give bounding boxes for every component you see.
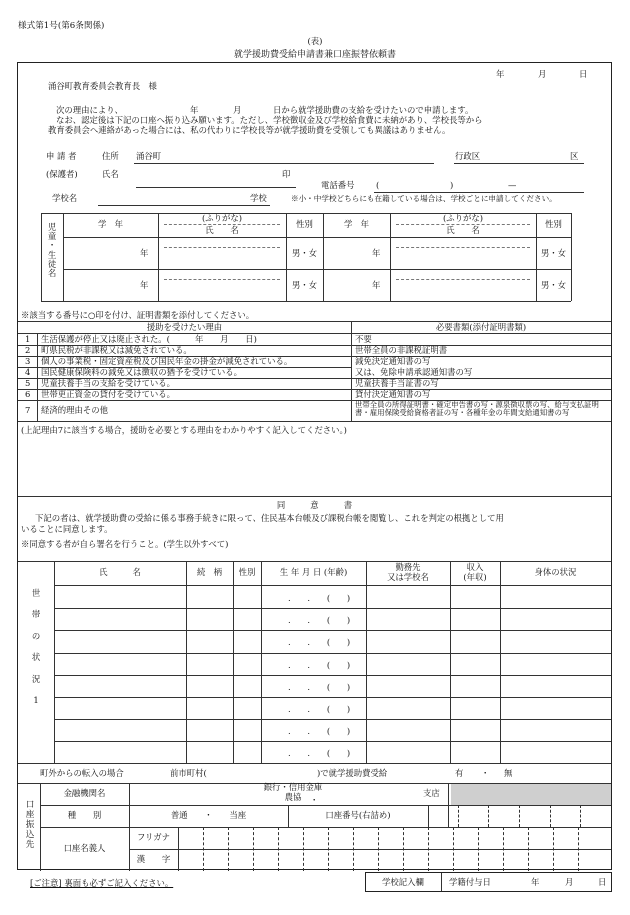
hh-col	[233, 561, 234, 763]
reason-text: 生活保護が停止又は廃止された。( 年 月 日)	[41, 334, 257, 344]
footer-note: [ご注意] 裏面も必ずご記入ください。	[30, 878, 174, 888]
hh-col-relation: 続 柄	[196, 567, 223, 577]
intro-line2: なお、認定後は下記の口座へ振り込み願います。ただし、学校徴収金及び学校給食費に未納があり、学校長等から	[56, 115, 483, 125]
form-title: 就学援助費受給申請書兼口座振替依頼書	[233, 50, 396, 60]
hh-birth[interactable]: . . ( )	[288, 660, 351, 670]
students-left	[41, 213, 42, 301]
hh-col-name: 氏 名	[99, 567, 141, 577]
consent-body2: いることに同意します。	[21, 524, 113, 534]
hh-birth[interactable]: . . ( )	[288, 637, 351, 647]
intro-line1-month: 月	[233, 105, 242, 115]
holder-grid	[453, 827, 454, 871]
reason-no[interactable]: 7	[25, 405, 31, 415]
date-day[interactable]: 日	[579, 69, 588, 79]
consent-body1: 下記の者は、就学援助費の受給に係る事務手続きに限って、住民基本台帳及び課税台帳を閲覧し、これを判定の根拠として用	[35, 513, 504, 523]
col-furigana: (ふりがな)	[201, 213, 243, 223]
transfer-yes[interactable]: 有	[455, 768, 464, 778]
hh-row	[54, 653, 611, 654]
bank-shaded-area	[451, 784, 611, 805]
reason-doc: 貸付決定通知書の写	[355, 389, 431, 399]
reasons-doc-col	[351, 321, 352, 421]
students-right	[571, 213, 572, 301]
reason-no[interactable]: 4	[25, 367, 31, 377]
holder-grid	[328, 827, 329, 871]
transfer-label: 町外からの転入の場合	[40, 768, 124, 778]
student-grade-suffix: 年	[372, 248, 381, 258]
seal-mark: 印	[282, 169, 291, 179]
reasons-no-col	[37, 333, 38, 421]
hh-birth[interactable]: . . ( )	[288, 593, 351, 603]
students-side-label: 児 童 ・ 生 徒 名	[47, 222, 57, 279]
household-top	[18, 561, 611, 562]
students-row1	[63, 237, 571, 238]
reason-no[interactable]: 2	[25, 345, 31, 355]
hh-birth[interactable]: . . ( )	[288, 726, 351, 736]
reason-doc: 世帯全員の所得証明書・確定申告書の写・源泉徴収票の写、給与支払証明書・雇用保険受給資格者証の写・各種年金の年間支給通知書の写	[355, 400, 599, 417]
hh-row	[54, 585, 611, 586]
transfer-sep: ・	[481, 768, 490, 778]
district-suffix: 区	[570, 151, 579, 161]
bank-institution-label: 金融機関名	[63, 788, 106, 798]
col-furigana-2: (ふりがな)	[442, 213, 484, 223]
hh-row	[54, 697, 611, 698]
bank-row	[40, 805, 611, 806]
hh-row	[54, 741, 611, 742]
address-label: 住所	[102, 151, 119, 161]
district-label: 行政区	[455, 151, 481, 161]
col-grade: 学 年	[97, 219, 124, 229]
holder-grid	[553, 827, 554, 871]
hh-col-health: 身体の状況	[534, 567, 577, 577]
student-gender[interactable]: 男・女	[540, 280, 567, 290]
bank-row	[40, 827, 611, 828]
hh-row	[54, 608, 611, 609]
reason-text: 個人の事業税・固定資産税及び国民年金の掛金が減免されている。	[41, 356, 293, 366]
reasons-header: 援助を受けたい理由	[146, 322, 223, 332]
reason-text: 国民健康保険料の減免又は徴収の猶予を受けている。	[41, 367, 242, 377]
hh-col	[450, 561, 451, 763]
bank-furigana-label: フリガナ	[136, 832, 171, 842]
acct-digit-sep	[458, 805, 459, 827]
applicant-label: 申 請 者	[46, 151, 77, 161]
students-bottom	[41, 301, 571, 302]
student-grade-suffix: 年	[140, 248, 149, 258]
reasons-bottom	[18, 421, 611, 422]
school-suffix: 学校	[250, 193, 267, 203]
phone-underline[interactable]	[374, 192, 584, 193]
hh-col	[366, 561, 367, 763]
col-gender-2: 性別	[545, 219, 562, 229]
footer-day[interactable]: 日	[598, 877, 607, 887]
phone-close: )	[450, 180, 454, 190]
col-grade-2: 学 年	[343, 219, 370, 229]
hh-col-birth: 生 年 月 日 (年齢)	[279, 567, 348, 577]
student-furigana-line	[164, 247, 280, 248]
date-year[interactable]: 年	[496, 69, 505, 79]
application-form	[17, 62, 612, 870]
address-town[interactable]: 涌谷町	[136, 151, 162, 161]
holder-grid	[378, 827, 379, 871]
holder-grid	[528, 827, 529, 871]
hh-row	[54, 719, 611, 720]
bank-dot: ・	[310, 795, 319, 805]
reason-no[interactable]: 6	[25, 389, 31, 399]
holder-grid	[503, 827, 504, 871]
student-gender[interactable]: 男・女	[291, 280, 318, 290]
hh-col-work2: 又は学校名	[387, 572, 429, 582]
household-bottom	[18, 763, 611, 764]
bank-types1[interactable]: 銀行・信用金庫	[263, 782, 323, 792]
transfer-post: )で就学援助費受給	[317, 768, 388, 778]
intro-line3: 教育委員会へ連絡があった場合には、私の代わりに学校長等が就学援助費を受領しても異議はありません。	[48, 125, 451, 135]
transfer-no[interactable]: 無	[504, 768, 513, 778]
reason7-note: (上記理由7に該当する場合，援助を必要とする理由をわかりやすく記入してください。)	[21, 425, 347, 435]
footer-year[interactable]: 年	[531, 877, 540, 887]
hh-row	[54, 630, 611, 631]
hh-col	[54, 561, 55, 763]
bank-side-label: 口 座 振 込 先	[25, 800, 35, 850]
form-number: 様式第1号(第6条関係)	[18, 21, 105, 31]
transfer-pre: 前市町村(	[170, 768, 207, 778]
col-gender: 性別	[296, 219, 313, 229]
intro-line1-year: 年	[190, 105, 199, 115]
holder-grid	[203, 827, 204, 871]
students-row2	[63, 269, 571, 270]
address-underline	[134, 163, 434, 164]
hh-birth[interactable]: . . ( )	[288, 704, 351, 714]
col-name: 氏 名	[205, 225, 239, 235]
phone-label: 電話番号	[321, 180, 355, 190]
household-side-label: 世 帯 の 状 況 1	[31, 588, 41, 706]
footer-month[interactable]: 月	[565, 877, 574, 887]
date-month[interactable]: 月	[538, 69, 547, 79]
consent-note: ※同意する者が自ら署名を行うこと。(学生以外すべて)	[21, 539, 229, 549]
acct-digit-sep	[488, 805, 489, 827]
reason-text: 児童扶養手当の支給を受けている。	[41, 378, 175, 388]
hh-col-income1: 収入	[466, 562, 484, 572]
hh-birth[interactable]: . . ( )	[288, 682, 351, 692]
holder-grid	[303, 827, 304, 871]
acct-digit-sep	[519, 805, 520, 827]
student-furigana-line	[396, 247, 530, 248]
intro-line1-post: 日から就学援助費の支給を受けたいので申請します。	[273, 105, 474, 115]
hh-row	[54, 675, 611, 676]
bank-branch: 支店	[423, 788, 440, 798]
guardian-label: (保護者)	[46, 169, 78, 179]
consent-top	[18, 496, 611, 497]
reason-doc: 児童扶養手当証書の写	[355, 378, 439, 388]
holder-grid	[478, 827, 479, 871]
col-name-2: 氏 名	[446, 225, 480, 235]
hh-col	[186, 561, 187, 763]
bank-types2[interactable]: 農協	[284, 792, 302, 802]
holder-grid	[353, 827, 354, 871]
name-label: 氏名	[102, 169, 119, 179]
school-label: 学校名	[52, 193, 78, 203]
hh-birth[interactable]: . . ( )	[288, 748, 351, 758]
reason-doc: 減免決定通知書の写	[355, 356, 431, 366]
reason-no[interactable]: 3	[25, 356, 31, 366]
consent-title: 同 意 書	[276, 500, 353, 510]
bank-kanji-label: 漢 字	[136, 854, 171, 864]
phone-dash: —	[508, 180, 517, 190]
reason-text: 世帯更正資金の貸付を受けている。	[41, 389, 175, 399]
docs-header: 必要書類(添付証明書類)	[435, 322, 527, 332]
holder-grid	[228, 827, 229, 871]
footer-school-box: 学校記入欄	[382, 877, 424, 887]
bank-account-label: 口座番号(右詰め)	[325, 810, 391, 820]
student-grade-suffix: 年	[372, 280, 381, 290]
hh-birth[interactable]: . . ( )	[288, 615, 351, 625]
bank-col	[178, 827, 179, 871]
hh-col	[500, 561, 501, 763]
student-grade-suffix: 年	[140, 280, 149, 290]
hh-col-income2: (年収)	[463, 572, 487, 582]
addressee: 涌谷町教育委員会教育長 様	[48, 81, 157, 91]
school-box-sep	[441, 873, 442, 891]
bank-type-label: 種 別	[67, 810, 102, 820]
hh-col-gender: 性別	[238, 567, 256, 577]
reason-doc: 又は、免除申請承認通知書の写	[355, 367, 473, 377]
reason-doc: 不要	[355, 334, 372, 344]
acct-digit-sep	[428, 805, 429, 827]
acct-digit-sep	[550, 805, 551, 827]
hh-col	[261, 561, 262, 763]
bank-row	[129, 849, 611, 850]
reasons-note: ※該当する番号に○印を付け、証明書類を添付してください。	[21, 310, 255, 320]
reason-text: 町県民税が非課税又は減免されている。	[41, 345, 192, 355]
reason-doc: 世帯全員の非課税証明書	[355, 345, 448, 355]
phone-open: (	[376, 180, 380, 190]
district-underline	[454, 163, 584, 164]
school-underline[interactable]	[98, 205, 270, 206]
holder-grid	[578, 827, 579, 871]
bank-type-options[interactable]: 普通 ・ 当座	[170, 810, 247, 820]
acct-digit-sep	[580, 805, 581, 827]
reason-no[interactable]: 1	[25, 334, 31, 344]
student-furigana-line	[164, 279, 280, 280]
name-underline	[136, 187, 296, 188]
holder-grid	[428, 827, 429, 871]
holder-grid	[278, 827, 279, 871]
reason-text: 経済的理由その他	[41, 405, 108, 415]
holder-grid	[403, 827, 404, 871]
reason-no[interactable]: 5	[25, 378, 31, 388]
student-gender[interactable]: 男・女	[291, 248, 318, 258]
footer-date-label: 学籍付与日	[449, 877, 491, 887]
hh-col-work1: 勤務先	[395, 562, 421, 572]
student-furigana-line	[396, 279, 530, 280]
school-note: ※小・中学校どちらにも在籍している場合は、学校ごとに申請してください。	[291, 194, 557, 203]
side-label: (表)	[307, 36, 323, 46]
intro-line1-pre: 次の理由により、	[56, 105, 123, 115]
student-gender[interactable]: 男・女	[540, 248, 567, 258]
bank-holder-label: 口座名義人	[63, 843, 106, 853]
holder-grid	[253, 827, 254, 871]
